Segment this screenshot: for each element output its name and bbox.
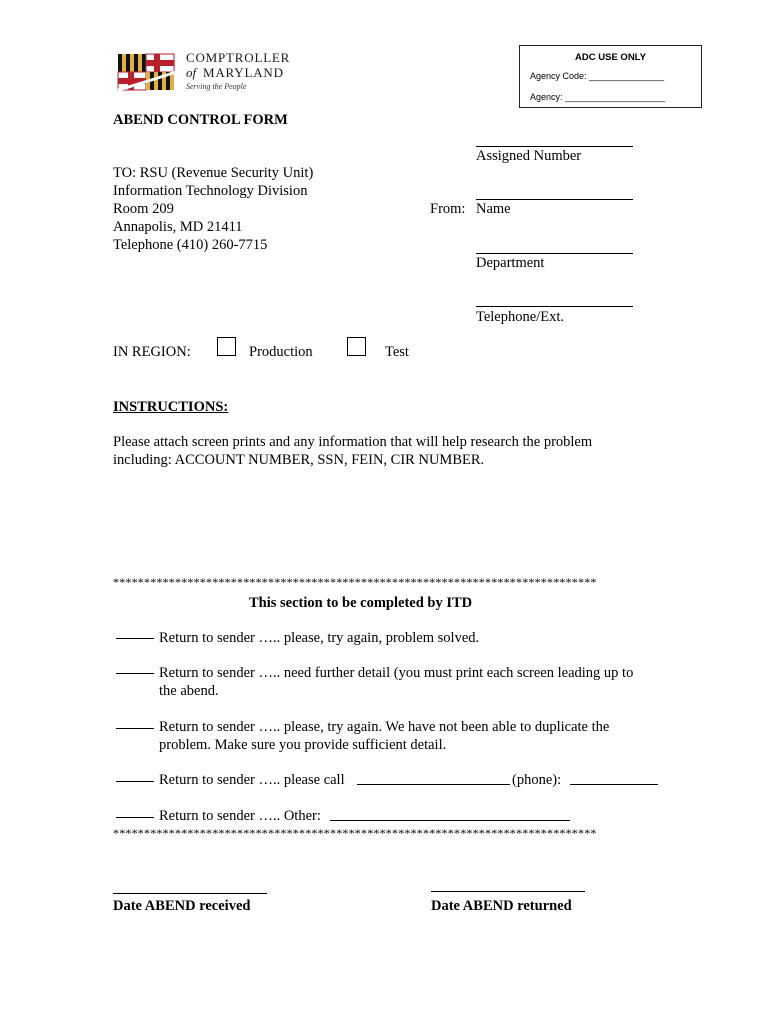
option5-text: Return to sender ….. Other: bbox=[159, 808, 321, 824]
option2-text-line2: the abend. bbox=[159, 683, 219, 699]
instructions-line-2: including: ACCOUNT NUMBER, SSN, FEIN, CIR NUMBER. bbox=[113, 452, 485, 468]
instructions-heading: INSTRUCTIONS: bbox=[113, 399, 229, 415]
telephone-label: Telephone/Ext. bbox=[476, 309, 564, 325]
adc-use-only-box bbox=[519, 45, 702, 108]
logo-line-maryland: MARYLAND bbox=[203, 65, 284, 80]
adc-title: ADC USE ONLY bbox=[575, 52, 646, 63]
test-label: Test bbox=[385, 344, 409, 360]
comptroller-logo bbox=[116, 48, 291, 96]
option2-text-line1: Return to sender ….. need further detail (you must print each screen leading up to bbox=[159, 665, 634, 681]
date-received-label: Date ABEND received bbox=[113, 898, 251, 914]
option4-call-line[interactable] bbox=[357, 784, 510, 785]
date-returned-label: Date ABEND returned bbox=[431, 898, 572, 914]
agency-code-field[interactable]: Agency Code: _______________ bbox=[530, 71, 665, 81]
option1-blank[interactable] bbox=[116, 638, 154, 639]
logo-line-of: of bbox=[186, 65, 197, 80]
test-checkbox[interactable] bbox=[347, 337, 366, 356]
date-received-line[interactable] bbox=[113, 893, 267, 894]
option4-text: Return to sender ….. please call bbox=[159, 772, 345, 788]
instructions-line-1: Please attach screen prints and any information that will help research the problem bbox=[113, 434, 593, 450]
option3-text-line2: problem. Make sure you provide sufficient detail. bbox=[159, 737, 447, 753]
production-checkbox[interactable] bbox=[217, 337, 236, 356]
to-line-1: TO: RSU (Revenue Security Unit) bbox=[113, 165, 314, 181]
form-title: ABEND CONTROL FORM bbox=[113, 112, 288, 128]
to-line-3: Room 209 bbox=[113, 201, 174, 217]
option3-text-line1: Return to sender ….. please, try again. We have not been able to duplicate the bbox=[159, 719, 610, 735]
telephone-line[interactable] bbox=[476, 306, 633, 307]
to-line-2: Information Technology Division bbox=[113, 183, 308, 199]
option5-blank[interactable] bbox=[116, 817, 154, 818]
logo-tagline: Serving the People bbox=[186, 82, 247, 91]
date-returned-line[interactable] bbox=[431, 891, 585, 892]
option4-blank[interactable] bbox=[116, 781, 154, 782]
option3-blank[interactable] bbox=[116, 728, 154, 729]
assigned-number-label: Assigned Number bbox=[476, 148, 582, 164]
logo-line-comptroller: COMPTROLLER bbox=[186, 50, 291, 65]
production-label: Production bbox=[249, 344, 313, 360]
from-label: From: bbox=[430, 201, 466, 217]
agency-field[interactable]: Agency: ____________________ bbox=[530, 92, 666, 102]
separator-stars-top: ****************************************************************************** bbox=[113, 575, 597, 589]
option5-other-line[interactable] bbox=[330, 820, 570, 821]
maryland-flag-icon bbox=[116, 50, 178, 94]
separator-stars-bottom: ****************************************************************************** bbox=[113, 826, 597, 840]
to-line-4: Annapolis, MD 21411 bbox=[113, 219, 243, 235]
option4-phone-line[interactable] bbox=[570, 784, 658, 785]
option4-phone-label: (phone): bbox=[512, 772, 562, 788]
itd-heading: This section to be completed by ITD bbox=[249, 595, 473, 611]
name-label: Name bbox=[476, 201, 511, 217]
to-line-5: Telephone (410) 260-7715 bbox=[113, 237, 268, 253]
department-label: Department bbox=[476, 255, 545, 271]
region-label: IN REGION: bbox=[113, 344, 191, 360]
option1-text: Return to sender ….. please, try again, problem solved. bbox=[159, 630, 480, 646]
option2-blank[interactable] bbox=[116, 673, 154, 674]
